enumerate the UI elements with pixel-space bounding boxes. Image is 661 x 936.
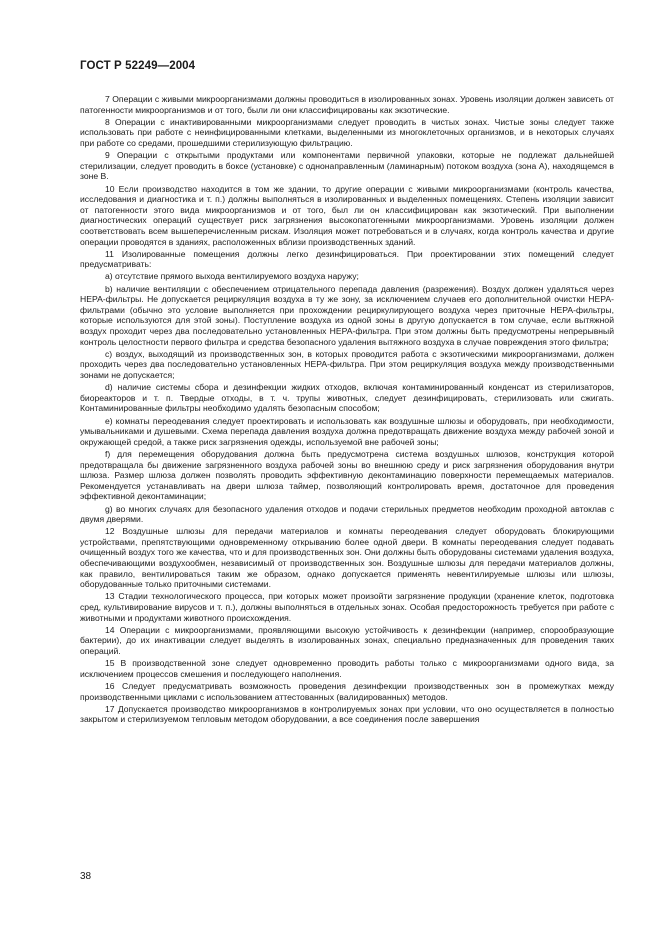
list-item-b: b) наличие вентиляции с обеспечением отрицательного перепада давления (разрежения). Воздух должен удаляться через НЕРА-фильтры. Не допускается рециркуляция воздуха в ту же зону, за исключением случаев его дополнительной очистки НЕРА-фильтрами (обычно это условие выполняется при прохождении рециркулирующего воздуха через приточные НЕРА-фильтры, которые используются для этой зоны). Поступление воздуха из одной зоны в другую допускается в том случае, если вытяжной воздух проходит через два последовательно установленных НЕРА-фильтра. При этом должны быть предусмотрены непрерывный контроль целостности первого фильтра и средства безопасного удаления вытяжного воздуха в случае повреждения этого фильтра;: [80, 283, 614, 347]
list-item-a: а) отсутствие прямого выхода вентилируемого воздуха наружу;: [105, 271, 359, 282]
paragraph-7: 7 Операции с живыми микроорганизмами должны проводиться в изолированных зонах. Уровень изоляции должен зависеть от патогенности микроорганизмов и от того, были ли они классифицированы как экзотические.: [80, 94, 614, 115]
paragraph-8: 8 Операции с инактивированными микроорганизмами следует проводить в чистых зонах. Чистые зоны следует также использовать при работе с неинфицированными клетками, выделенными из многоклеточных организмов, и в некоторых случаях при работе со средами, прошедшими стерилизующую фильтрацию.: [80, 116, 614, 148]
paragraph-16: 16 Следует предусматривать возможность проведения дезинфекции производственных зон в промежутках между производственными циклами с использованием аттестованных (валидированных) методов.: [80, 680, 614, 702]
paragraph-10: 10 Если производство находится в том же здании, то другие операции с живыми микроорганизмами (контроль качества, исследования и диагностика и т. п.) должны выполняться в изолированных и выделенных помещениях. Степень изоляции зависит от патогенности этого вида микроорганизмов и от того, был ли он классифицирован как экзотический. При выполнении диагностических операций существует риск загрязнения высокопатогенными микроорганизмами. Уровень изоляции должен соответствовать всем вышеперечисленным рискам. Изоляция может потребоваться и в случаях, когда контроль качества и другие операции проводятся в зданиях, расположенных вблизи производственных зданий.: [80, 183, 614, 247]
document-header: ГОСТ Р 52249—2004: [80, 60, 196, 72]
list-item-c: с) воздух, выходящий из производственных зон, в которых проводится работа с экзотическими микроорганизмами, должен проходить через два последовательно установленных НЕРА-фильтра. При этом рециркуляция воздуха между производственными зонами не допускается;: [80, 348, 614, 380]
list-item-d: d) наличие системы сбора и дезинфекции жидких отходов, включая контаминированный конденсат из стерилизаторов, биореакторов и т. п. Твердые отходы, в т. ч. трупы животных, следует дезинфицировать, стерилизовать или сжигать. Контаминированные фильтры необходимо удалять безопасным способом;: [80, 382, 614, 414]
paragraph-17: 17 Допускается производство микроорганизмов в контролируемых зонах при условии, что оно осуществляется в полностью закрытом и стерилизуемом тепловым методом оборудовании, а все соединения после завершения: [80, 703, 614, 725]
paragraph-12: 12 Воздушные шлюзы для передачи материалов и комнаты переодевания следует оборудовать блокирующими устройствами, препятствующими одновременному открыванию более одной двери. В комнаты переодевания следует подавать очищенный воздух того же качества, что и для производственных зон. Они должны быть оборудованы системами удаления воздуха, обеспечивающими воздухообмен, независимый от производственных зон. Воздушные шлюзы для передачи материалов должны, как правило, вентилироваться таким же образом, однако допускается применять невентилируемые шлюзы или шлюзы, оборудованные только приточными системами.: [80, 526, 614, 590]
paragraph-9: 9 Операции с открытыми продуктами или компонентами первичной упаковки, которые не подлежат дальнейшей стерилизации, следует проводить в боксе (установке) с однонаправленным (ламинарным) потоком воздуха (зона А), находящемся в зоне В.: [80, 150, 614, 182]
page-number: 38: [80, 871, 92, 882]
list-item-g: g) во многих случаях для безопасного удаления отходов и подачи стерильных предметов необходим проходной автоклав с двумя дверями.: [80, 503, 614, 525]
paragraph-13: 13 Стадии технологического процесса, при которых может произойти загрязнение продукции (хранение клеток, подготовка сред, культивирование вирусов и т. п.), должны выполняться в отдельных зонах. Особая предосторожность требуется при работе с животными и продуктами животного происхождения.: [80, 591, 614, 623]
document-body: [80, 94, 614, 727]
list-item-e: е) комнаты переодевания следует проектировать и использовать как воздушные шлюзы и оборудовать, при необходимости, умывальниками и душевыми. Схема перепада давления воздуха должна предотвращать движение воздуха между рабочей зоной и окружающей средой, а также риск загрязнения одежды, используемой вне рабочей зоны;: [80, 415, 614, 447]
paragraph-14: 14 Операции с микроорганизмами, проявляющими высокую устойчивость к дезинфекции (например, спорообразующие бактерии), до их инактивации следует выделять в изолированных зонах, специально предназначенных для проведения таких операций.: [80, 624, 614, 656]
paragraph-15: 15 В производственной зоне следует одновременно проводить работы только с микроорганизмами одного вида, за исключением процессов смешения и последующего наполнения.: [80, 658, 614, 679]
list-item-f: f) для перемещения оборудования должна быть предусмотрена система воздушных шлюзов, конструкция которой предотвращала бы движение загрязненного воздуха рабочей зоны во внешнюю среду и риск загрязнения оборудования внутри шлюза. Размер шлюза должен позволять проводить эффективную деконтаминацию поверхности перемещаемых материалов. Рекомендуется устанавливать на двери шлюза таймер, позволяющий контролировать время, достаточное для проведения эффективной деконтаминации;: [80, 448, 614, 502]
paragraph-11: 11 Изолированные помещения должны легко дезинфицироваться. При проектировании этих помещений следует предусматривать:: [80, 248, 614, 270]
